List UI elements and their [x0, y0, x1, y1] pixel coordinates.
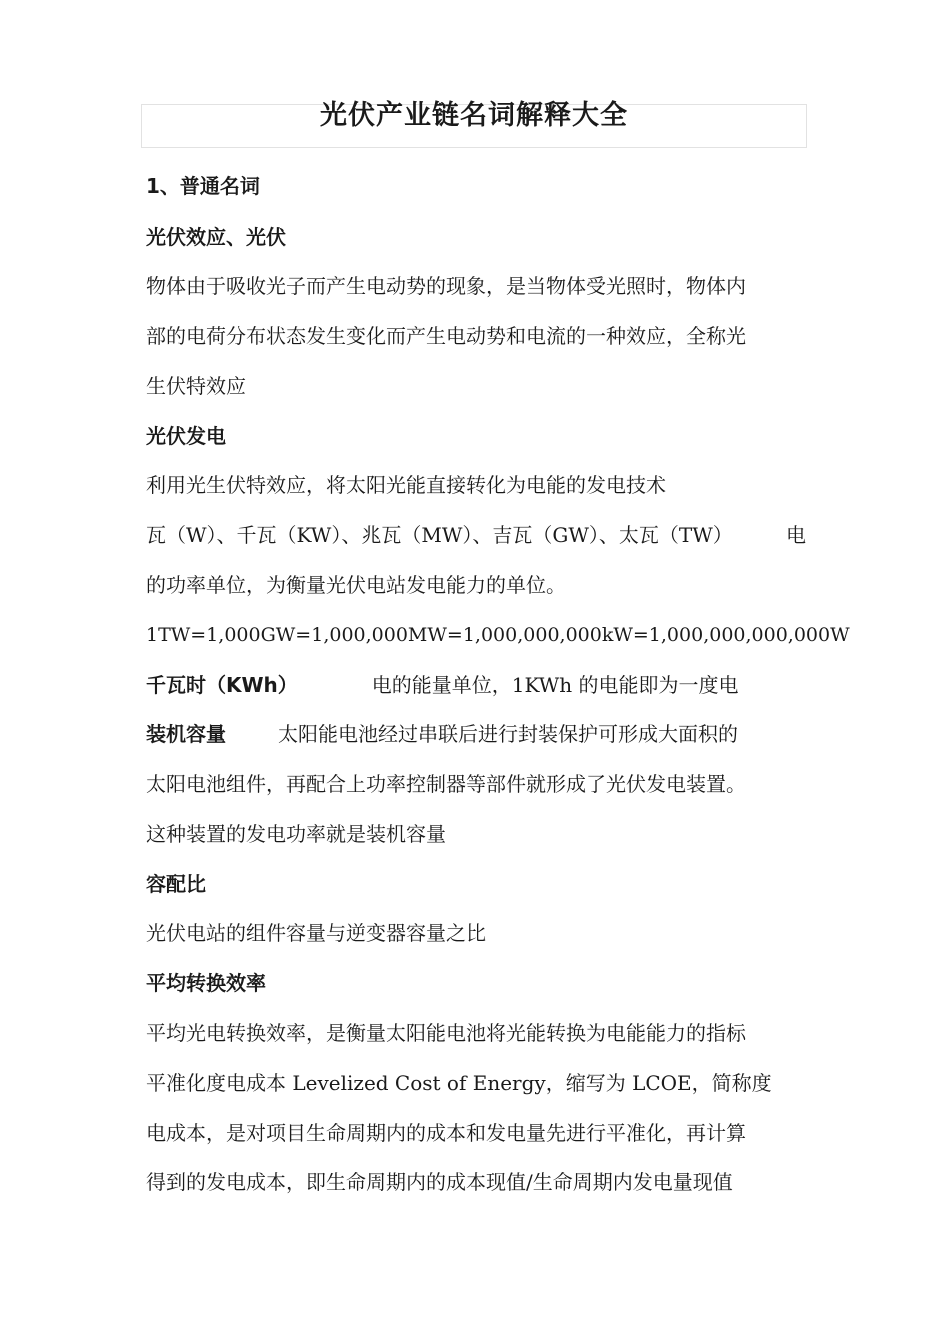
term-pv-generation: 光伏发电	[146, 424, 226, 448]
pv-effect-line-3: 生伏特效应	[146, 374, 246, 398]
term-capacity-ratio: 容配比	[146, 872, 206, 896]
installed-capacity-line-1: 太阳能电池经过串联后进行封装保护可形成大面积的	[278, 722, 738, 746]
power-units-row	[146, 520, 806, 550]
lcoe-line-3: 得到的发电成本，即生命周期内的成本现值/生命周期内发电量现值	[146, 1170, 733, 1194]
term-installed-capacity: 装机容量	[146, 722, 226, 746]
installed-capacity-line-2: 太阳电池组件，再配合上功率控制器等部件就形成了光伏发电装置。	[146, 772, 746, 796]
pv-effect-line-1: 物体由于吸收光子而产生电动势的现象，是当物体受光照时，物体内	[146, 274, 746, 298]
capacity-ratio-definition: 光伏电站的组件容量与逆变器容量之比	[146, 921, 486, 945]
lcoe-line-1: 平准化度电成本 Levelized Cost of Energy，缩写为 LCOE，简称度	[146, 1071, 772, 1095]
avg-efficiency-line-1: 平均光电转换效率，是衡量太阳能电池将光能转换为电能能力的指标	[146, 1021, 746, 1045]
section-heading: 1、普通名词	[146, 174, 260, 198]
page-title: 光伏产业链名词解释大全	[320, 100, 628, 131]
power-units-line-2: 的功率单位，为衡量光伏电站发电能力的单位。	[146, 573, 566, 597]
installed-capacity-row	[146, 719, 738, 749]
power-units-formula: 1TW=1,000GW=1,000,000MW=1,000,000,000kW=1,000,000,000,000W	[146, 624, 850, 646]
pv-generation-definition: 利用光生伏特效应，将太阳光能直接转化为电能的发电技术	[146, 473, 666, 497]
power-units-tail: 电	[786, 523, 806, 547]
installed-capacity-line-3: 这种装置的发电功率就是装机容量	[146, 822, 446, 846]
kwh-definition: 电的能量单位，1KWh 的电能即为一度电	[371, 673, 739, 697]
pv-effect-line-2: 部的电荷分布状态发生变化而产生电动势和电流的一种效应，全称光	[146, 324, 746, 348]
term-kwh: 千瓦时（KWh）	[146, 673, 298, 697]
kwh-row	[146, 670, 739, 700]
term-pv-effect: 光伏效应、光伏	[146, 225, 286, 249]
power-units-text: 瓦（W）、千瓦（KW）、兆瓦（MW）、吉瓦（GW）、太瓦（TW）	[146, 523, 733, 547]
term-avg-efficiency: 平均转换效率	[146, 971, 266, 995]
lcoe-line-2: 电成本，是对项目生命周期内的成本和发电量先进行平准化，再计算	[146, 1121, 746, 1145]
